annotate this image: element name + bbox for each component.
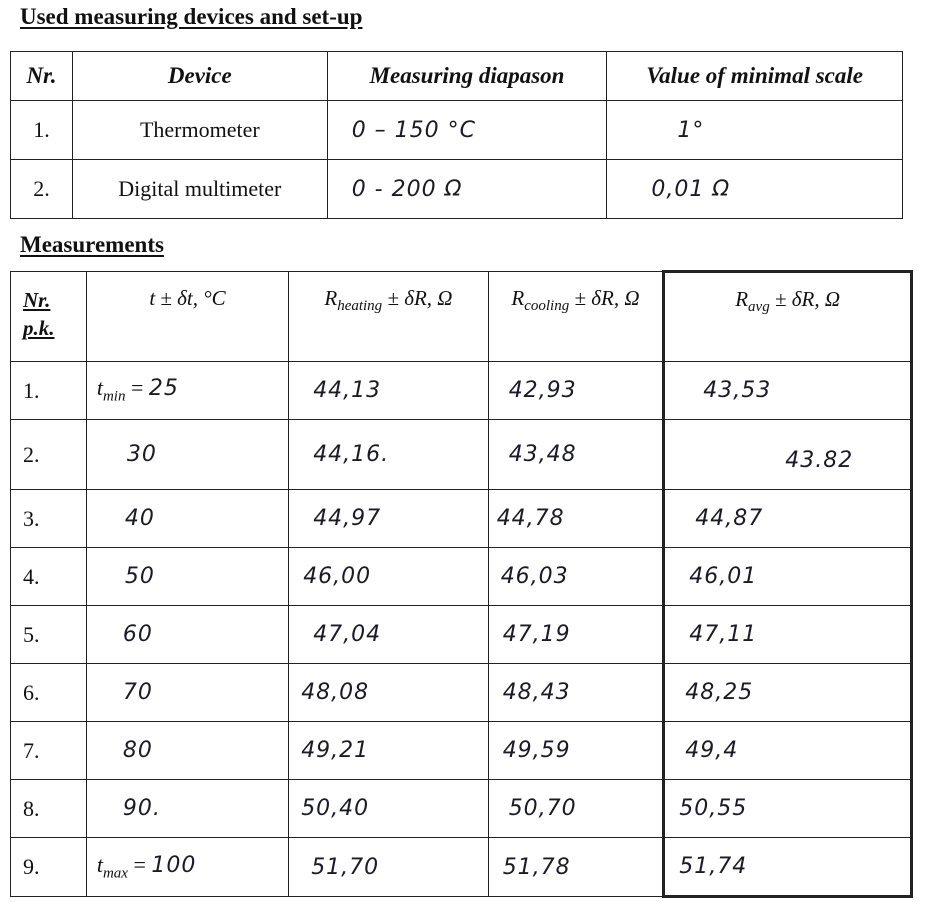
device-min-scale: 0,01 Ω	[607, 160, 903, 219]
row-average: 46,01	[664, 548, 912, 606]
row-nr: 1.	[11, 362, 87, 420]
row-cooling: 50,70	[488, 780, 664, 838]
device-range: 0 - 200 Ω	[327, 160, 607, 219]
row-temperature: 40	[86, 490, 288, 548]
row-heating: 46,00	[289, 548, 489, 606]
devices-section-title: Used measuring devices and set-up	[20, 4, 363, 29]
row-average: 47,11	[664, 606, 912, 664]
row-cooling: 46,03	[488, 548, 664, 606]
device-min-scale: 1°	[607, 101, 903, 160]
table-row	[11, 722, 912, 780]
table-row	[11, 838, 912, 897]
header-nr	[11, 272, 87, 362]
row-nr: 9.	[11, 838, 87, 897]
row-nr: 6.	[11, 664, 87, 722]
table-row	[11, 160, 903, 219]
table-row	[11, 606, 912, 664]
row-cooling: 51,78	[488, 838, 664, 897]
row-temperature: $t_{min} = 25$	[86, 362, 288, 420]
row-nr: 2.	[11, 420, 87, 490]
table-row	[11, 420, 912, 490]
devices-header-min-scale: Value of minimal scale	[607, 52, 903, 101]
row-nr: 4.	[11, 548, 87, 606]
row-heating: 47,04	[289, 606, 489, 664]
header-temperature: t ± δt, °C	[86, 272, 288, 362]
devices-header-range: Measuring diapason	[327, 52, 607, 101]
row-cooling: 44,78	[488, 490, 664, 548]
row-temperature: 60	[86, 606, 288, 664]
devices-table	[10, 51, 903, 219]
row-heating: 50,40	[289, 780, 489, 838]
header-nr-line1: Nr.	[23, 288, 51, 312]
measurements-section-title: Measurements	[20, 232, 164, 257]
row-heating: 44,16.	[289, 420, 489, 490]
devices-header-row	[11, 52, 903, 101]
row-average: 44,87	[664, 490, 912, 548]
table-row	[11, 490, 912, 548]
row-nr: 7.	[11, 722, 87, 780]
row-heating: 44,13	[289, 362, 489, 420]
row-nr: 3.	[11, 490, 87, 548]
row-cooling: 42,93	[488, 362, 664, 420]
row-heating: 51,70	[289, 838, 489, 897]
header-average: $R_{avg} \pm \delta R$, Ω	[664, 272, 912, 362]
header-cooling: $R_{cooling} \pm \delta R$, Ω	[488, 272, 664, 362]
row-average: 49,4	[664, 722, 912, 780]
row-cooling: 43,48	[488, 420, 664, 490]
row-average: 51,74	[664, 838, 912, 897]
row-cooling: 47,19	[488, 606, 664, 664]
row-average: 50,55	[664, 780, 912, 838]
table-row	[11, 548, 912, 606]
row-heating: 44,97	[289, 490, 489, 548]
row-heating: 48,08	[289, 664, 489, 722]
devices-header-nr: Nr.	[11, 52, 73, 101]
devices-header-device: Device	[72, 52, 327, 101]
row-temperature: 90.	[86, 780, 288, 838]
table-row	[11, 664, 912, 722]
table-row	[11, 362, 912, 420]
row-nr: 5.	[11, 606, 87, 664]
row-nr: 8.	[11, 780, 87, 838]
row-heating: 49,21	[289, 722, 489, 780]
row-temperature: 50	[86, 548, 288, 606]
row-average: 48,25	[664, 664, 912, 722]
device-name: Digital multimeter	[72, 160, 327, 219]
row-temperature: 80	[86, 722, 288, 780]
measurements-header-row	[11, 272, 912, 362]
row-temperature: 70	[86, 664, 288, 722]
row-cooling: 49,59	[488, 722, 664, 780]
row-temperature: 30	[86, 420, 288, 490]
row-average: 43.82	[664, 420, 912, 490]
device-name: Thermometer	[72, 101, 327, 160]
measurements-table	[10, 270, 913, 898]
table-row	[11, 780, 912, 838]
device-nr: 1.	[11, 101, 73, 160]
row-average: 43,53	[664, 362, 912, 420]
table-row	[11, 101, 903, 160]
row-temperature: $t_{max} = 100$	[86, 838, 288, 897]
header-heating: $R_{heating} \pm \delta R$, Ω	[289, 272, 489, 362]
device-nr: 2.	[11, 160, 73, 219]
header-nr-line2: p.k.	[23, 316, 55, 340]
row-cooling: 48,43	[488, 664, 664, 722]
device-range: 0 – 150 °C	[327, 101, 607, 160]
